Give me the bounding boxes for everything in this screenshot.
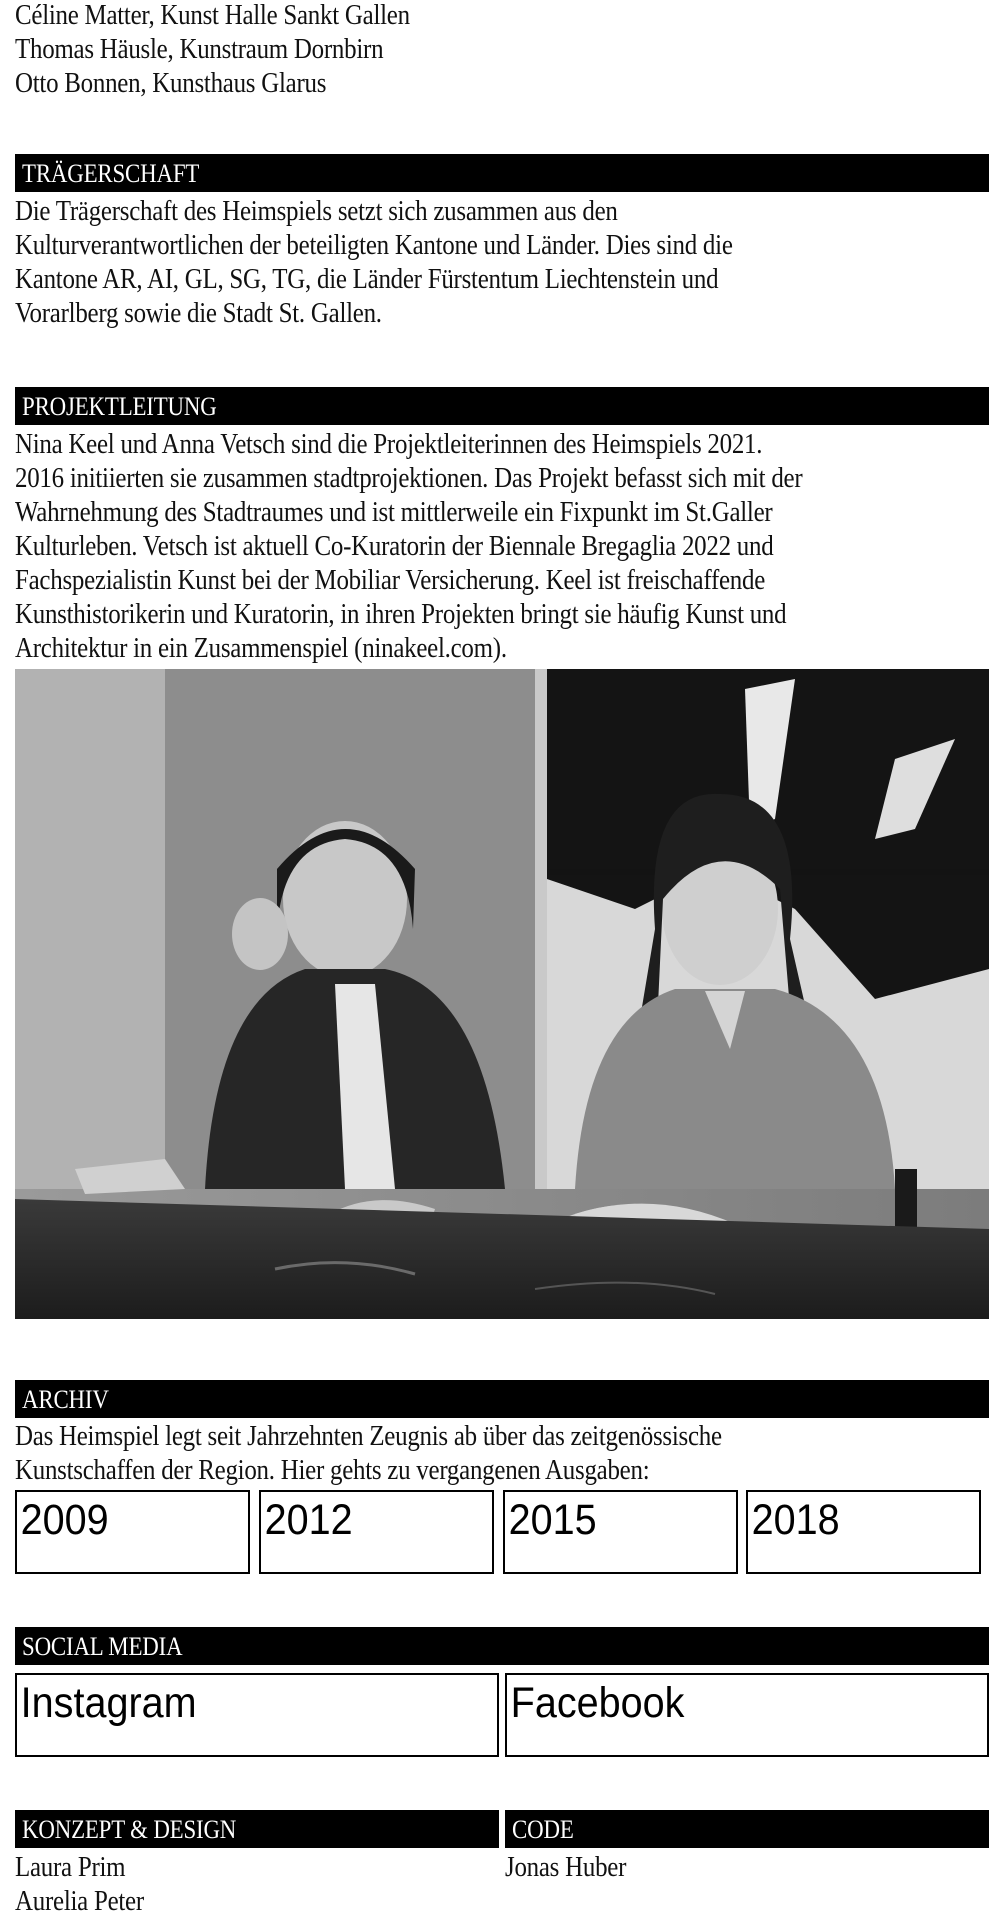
traegerschaft-heading: TRÄGERSCHAFT: [15, 154, 989, 192]
archive-link-2009[interactable]: 2009: [15, 1490, 250, 1574]
archive-link-2018[interactable]: 2018: [746, 1490, 981, 1574]
instagram-link[interactable]: Instagram: [15, 1673, 499, 1757]
project-leaders-photo: [15, 669, 989, 1319]
code-heading: CODE: [505, 1810, 989, 1848]
konzept-design-heading: KONZEPT & DESIGN: [15, 1810, 499, 1848]
team-section: [15, 0, 989, 100]
traegerschaft-text: Die Trägerschaft des Heimspiels setzt sich zusammen aus den Kulturverantwortlichen der beteiligten Kantone und Länder. Dies sind die Kantone AR, AI, GL, SG, TG, die Länder Fürstentum Liechtenstein und Vorarlberg sowie die Stadt St. Gallen.: [15, 195, 733, 329]
projektleitung-heading: PROJEKTLEITUNG: [15, 387, 989, 425]
konzept-design-names: Laura Prim Aurelia Peter: [15, 1851, 144, 1917]
social-heading: SOCIAL MEDIA: [15, 1627, 989, 1665]
projektleitung-text: Nina Keel und Anna Vetsch sind die Projektleiterinnen des Heimspiels 2021. 2016 initiierten sie zusammen stadtprojektionen. Das Projekt befasst sich mit der Wahrnehmung des Stadtraumes und ist mittlerweile ein Fixpunkt im St.Galler Kulturleben. Vetsch ist aktuell Co-Kuratorin der Biennale Bregaglia 2022 und Fachspezialistin Kunst bei der Mobiliar Versicherung. Keel ist freischaffende Kunsthistorikerin und Kuratorin, in ihren Projekten bringt sie häufig Kunst und Architektur in ein Zusammenspiel (ninakeel.com).: [15, 428, 803, 664]
team-line: Thomas Häusle, Kunstraum Dornbirn: [15, 33, 384, 65]
archiv-text: Das Heimspiel legt seit Jahrzehnten Zeugnis ab über das zeitgenössische Kunstschaffen der Region. Hier gehts zu vergangenen Ausgaben:: [15, 1420, 722, 1486]
archive-link-2015[interactable]: 2015: [503, 1490, 738, 1574]
archive-link-2012[interactable]: 2012: [259, 1490, 494, 1574]
code-names: Jonas Huber: [505, 1851, 627, 1883]
facebook-link[interactable]: Facebook: [505, 1673, 989, 1757]
team-line: Céline Matter, Kunst Halle Sankt Gallen: [15, 0, 410, 31]
archiv-heading: ARCHIV: [15, 1380, 989, 1418]
team-line: Otto Bonnen, Kunsthaus Glarus: [15, 67, 327, 99]
